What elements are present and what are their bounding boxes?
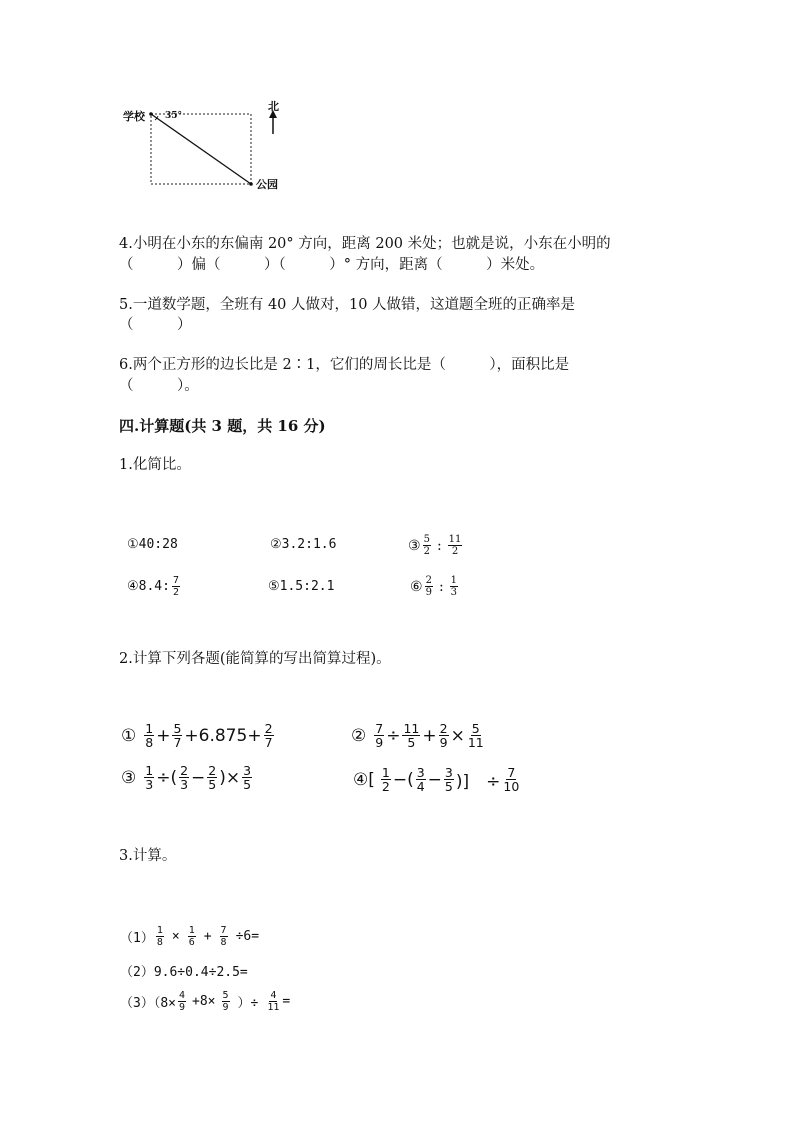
colon: : — [436, 537, 442, 554]
expression-1 — [121, 722, 276, 749]
denominator: 8 — [145, 735, 154, 750]
fraction — [156, 925, 164, 948]
ratio-item-1: ①40:28 — [127, 537, 178, 552]
numerator: 1 — [145, 763, 154, 778]
numerator: 7 — [172, 575, 179, 586]
numerator: 3 — [243, 763, 252, 778]
fraction — [172, 722, 182, 749]
label-north: 北 — [268, 100, 279, 113]
fraction — [144, 722, 154, 749]
denominator: 9 — [222, 1002, 229, 1013]
expression-4 — [353, 766, 522, 793]
operator: ）÷ — [237, 996, 259, 1011]
denominator: 6 — [188, 937, 195, 948]
denominator: 3 — [145, 777, 154, 792]
operator: +8× — [192, 994, 216, 1009]
operator: − — [191, 767, 206, 788]
denominator: 8 — [156, 937, 163, 948]
fraction — [188, 925, 196, 948]
denominator: 5 — [243, 777, 252, 792]
colon: : — [438, 578, 444, 595]
numerator: 2 — [208, 763, 217, 778]
denominator: 5 — [407, 735, 416, 750]
fraction — [207, 764, 217, 791]
expression-2 — [351, 722, 487, 749]
fraction — [222, 990, 230, 1013]
operator: ÷( — [156, 767, 178, 788]
denominator: 3 — [180, 777, 189, 792]
numerator: 3 — [416, 765, 425, 780]
ratio-item-2: ②3.2:1.6 — [270, 537, 337, 552]
q6-line1: 6.两个正方形的边长比是 2∶1，它们的周长比是（ ），面积比是 — [119, 357, 570, 373]
q5-line1: 5.一道数学题，全班有 40 人做对，10 人做错，这道题全班的正确率是 — [119, 297, 576, 313]
ratio-item-3-prefix: ③ — [408, 537, 421, 554]
fraction — [179, 764, 189, 791]
denominator: 7 — [173, 735, 182, 750]
ratio-item-6-prefix: ⑥ — [410, 578, 423, 595]
numerator: 7 — [507, 765, 516, 780]
p1-title: 1.化简比。 — [119, 457, 191, 473]
denominator: 2 — [423, 546, 430, 557]
operator: + — [156, 725, 171, 746]
p3-title: 3.计算。 — [119, 848, 177, 864]
denominator: 9 — [375, 735, 384, 750]
denominator: 3 — [450, 587, 458, 598]
denominator: 4 — [416, 779, 425, 794]
denominator: 11 — [467, 735, 484, 750]
label-school: 学校 — [123, 110, 145, 123]
denominator: 2 — [172, 587, 179, 598]
operator: ÷6= — [235, 929, 260, 944]
numerator: 1 — [145, 721, 154, 736]
numerator: 11 — [448, 534, 462, 545]
ratio-item-4-prefix: ④8.4: — [127, 579, 170, 594]
fraction — [172, 575, 180, 598]
calc-prefix: （1） — [120, 931, 154, 946]
numerator: 2 — [180, 763, 189, 778]
expr-prefix: ② — [351, 725, 367, 746]
numerator: 5 — [173, 721, 182, 736]
denominator: 8 — [220, 937, 227, 948]
operator: ÷ — [386, 725, 401, 746]
school-dot — [149, 112, 153, 116]
fraction — [425, 575, 433, 598]
fraction — [178, 990, 186, 1013]
denominator: 11 — [267, 1002, 280, 1013]
numerator: 7 — [375, 721, 384, 736]
calc-3 — [120, 990, 290, 1013]
denominator: 7 — [264, 735, 273, 750]
q4-line1: 4.小明在小东的东偏南 20° 方向，距离 200 米处；也就是说，小东在小明的 — [119, 236, 611, 252]
numerator: 7 — [220, 925, 227, 936]
numerator: 2 — [425, 575, 432, 586]
numerator: 1 — [156, 925, 163, 936]
operator: − — [427, 769, 442, 790]
numerator: 1 — [450, 575, 458, 586]
label-angle: 35° — [165, 111, 183, 121]
q6-line2: （ ）。 — [119, 378, 199, 394]
ratio-item-6 — [410, 575, 460, 598]
fraction — [448, 534, 463, 557]
fraction — [502, 766, 520, 793]
ratio-item-3 — [408, 534, 464, 557]
fraction — [264, 722, 274, 749]
fraction — [444, 766, 454, 793]
calc-1 — [120, 925, 259, 948]
calc-prefix: （3）（8× — [120, 996, 176, 1011]
q5-line2: （ ） — [119, 317, 192, 333]
park-dot — [249, 182, 253, 186]
numerator: 5 — [423, 534, 430, 545]
denominator: 9 — [439, 735, 448, 750]
fraction — [242, 764, 252, 791]
school-park-line — [151, 114, 251, 184]
fraction — [439, 722, 449, 749]
section-title: 四.计算题(共 3 题，共 16 分) — [119, 417, 326, 435]
fraction — [402, 722, 420, 749]
fraction — [220, 925, 228, 948]
ratio-item-4 — [127, 575, 182, 598]
numerator: 2 — [264, 721, 273, 736]
ratio-item-5: ⑤1.5:2.1 — [268, 579, 335, 594]
expr-prefix: ③ — [121, 767, 137, 788]
label-park: 公园 — [256, 178, 278, 191]
denominator: 5 — [208, 777, 217, 792]
fraction — [450, 575, 458, 598]
operator: )] ÷ — [455, 772, 501, 792]
denominator: 2 — [381, 779, 390, 794]
operator: × — [450, 725, 465, 746]
numerator: 11 — [403, 721, 420, 736]
fraction — [374, 722, 384, 749]
fraction — [423, 534, 431, 557]
numerator: 2 — [439, 721, 448, 736]
numerator: 1 — [188, 925, 195, 936]
fraction — [416, 766, 426, 793]
fraction — [467, 722, 485, 749]
p2-title: 2.计算下列各题(能简算的写出简算过程)。 — [119, 651, 391, 667]
denominator: 9 — [425, 587, 432, 598]
denominator: 5 — [444, 779, 453, 794]
denominator: 2 — [451, 546, 459, 557]
numerator: 3 — [444, 765, 453, 780]
q4-line2: （ ）偏（ ）（ ）° 方向，距离（ ）米处。 — [119, 257, 545, 273]
expr-prefix: ① — [121, 725, 137, 746]
calc-2: （2）9.6÷0.4÷2.5= — [120, 965, 248, 980]
fraction — [381, 766, 391, 793]
numerator: 5 — [471, 721, 480, 736]
operator: × — [171, 929, 180, 944]
operator: )× — [219, 767, 241, 788]
fraction — [144, 764, 154, 791]
numerator: 4 — [178, 990, 186, 1001]
numerator: 5 — [222, 990, 229, 1001]
operator: + — [203, 929, 212, 944]
expression-3 — [121, 764, 254, 791]
numerator: 4 — [270, 990, 277, 1001]
numerator: 1 — [381, 765, 390, 780]
operator: +6.875+ — [184, 725, 262, 746]
operator: −( — [392, 769, 414, 790]
denominator: 10 — [503, 779, 520, 794]
operator: = — [282, 994, 291, 1009]
denominator: 9 — [178, 1002, 186, 1013]
operator: + — [422, 725, 437, 746]
fraction — [266, 990, 280, 1013]
expr-prefix: ④[ — [353, 769, 375, 790]
